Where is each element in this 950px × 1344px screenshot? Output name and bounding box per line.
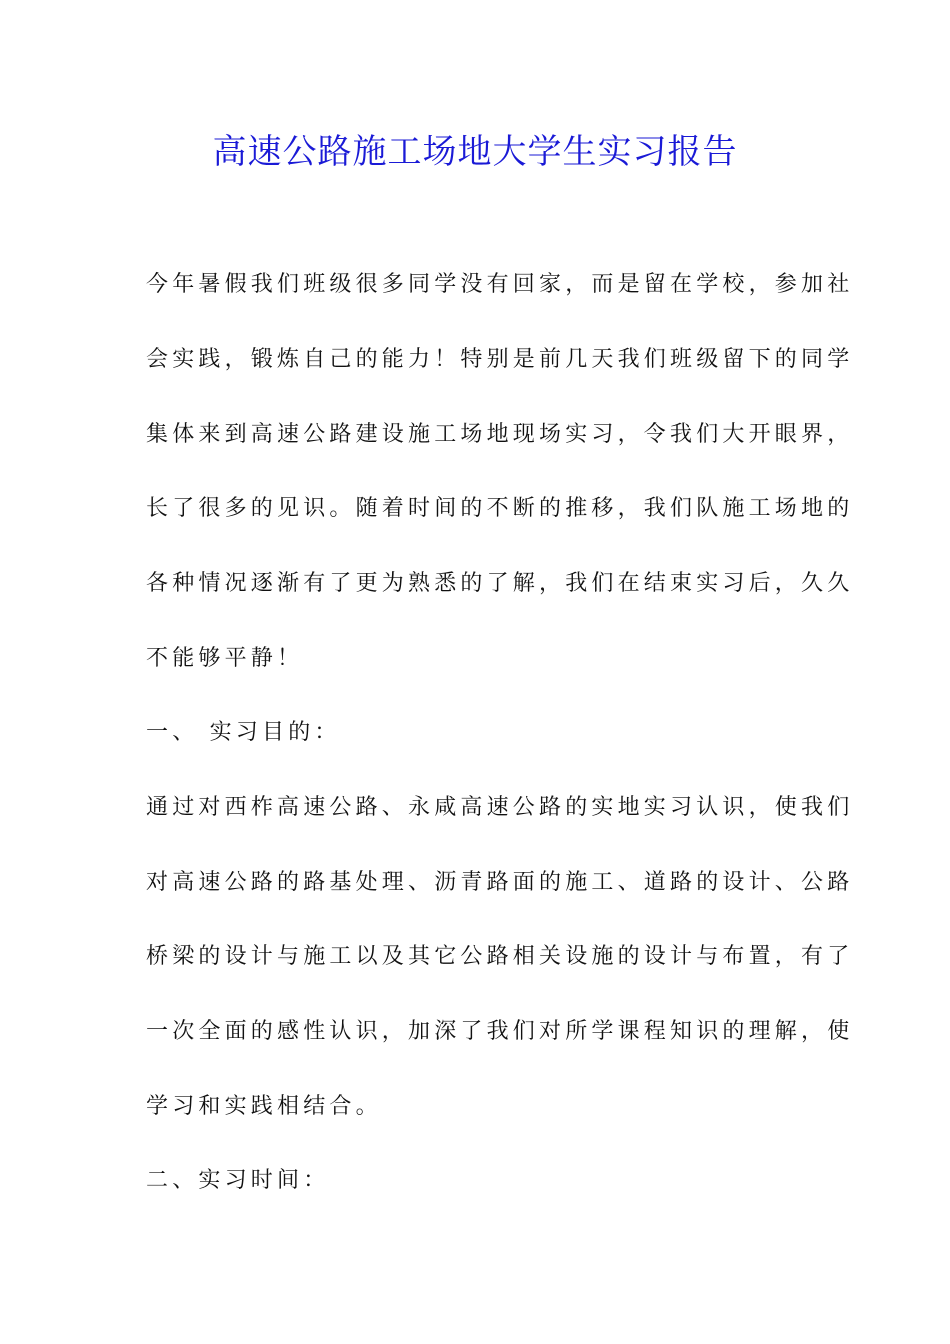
paragraph-line: 会实践，锻炼自己的能力！特别是前几天我们班级留下的同学 bbox=[146, 347, 854, 372]
paragraph-line: 对高速公路的路基处理、沥青路面的施工、道路的设计、公路 bbox=[146, 870, 854, 895]
document-title: 高速公路施工场地大学生实习报告 bbox=[212, 132, 738, 172]
paragraph-line: 今年暑假我们班级很多同学没有回家，而是留在学校，参加社 bbox=[146, 272, 854, 297]
paragraph-line: 通过对西柞高速公路、永咸高速公路的实地实习认识，使我们 bbox=[146, 795, 854, 820]
paragraph-line: 长了很多的见识。随着时间的不断的推移，我们队施工场地的 bbox=[146, 496, 854, 521]
paragraph-line: 一次全面的感性认识，加深了我们对所学课程知识的理解，使 bbox=[146, 1019, 854, 1044]
paragraph-line: 集体来到高速公路建设施工场地现场实习，令我们大开眼界， bbox=[146, 422, 854, 447]
paragraph-line: 桥梁的设计与施工以及其它公路相关设施的设计与布置，有了 bbox=[146, 944, 854, 969]
paragraph-line: 各种情况逐渐有了更为熟悉的了解，我们在结束实习后，久久 bbox=[146, 571, 854, 596]
section-heading: 二、实习时间： bbox=[146, 1168, 330, 1193]
paragraph-line: 不能够平静！ bbox=[146, 646, 304, 671]
section-heading: 一、 实习目的： bbox=[146, 720, 341, 745]
paragraph-line: 学习和实践相结合。 bbox=[146, 1094, 382, 1119]
